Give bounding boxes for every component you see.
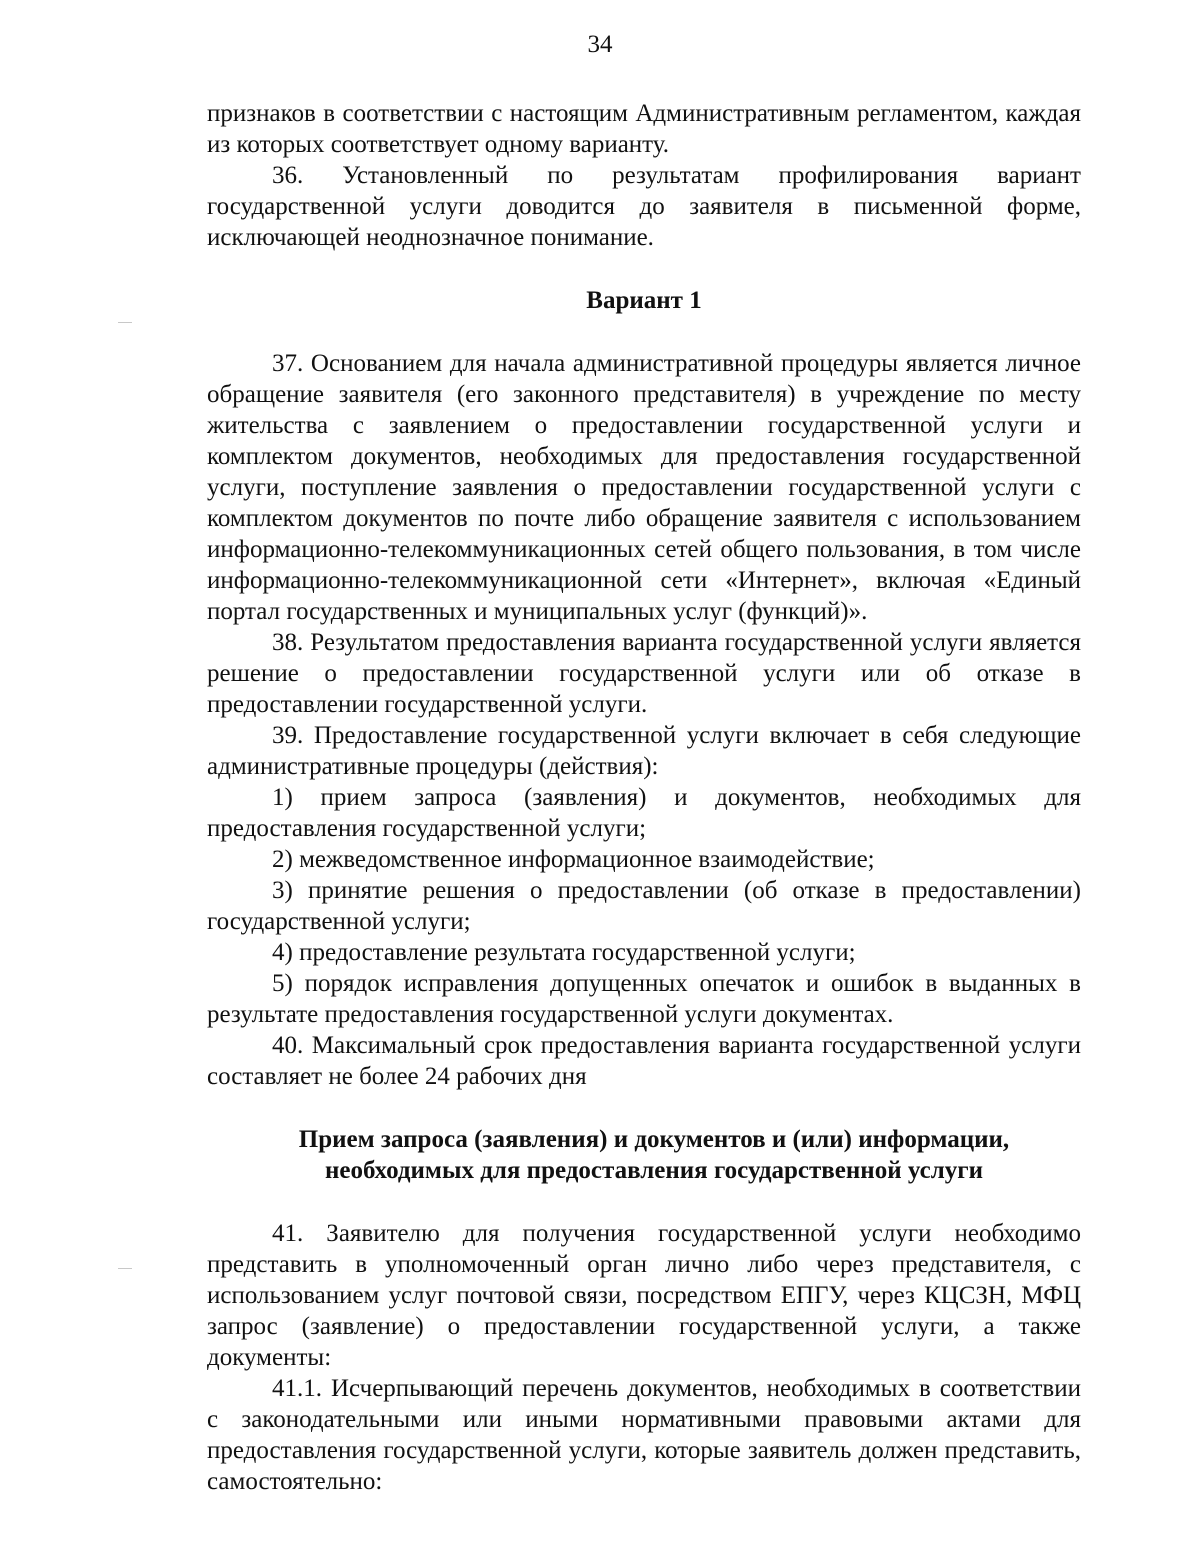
paragraph-39: 39. Предоставление государственной услуги включает в себя следующие административные процедуры (действия): bbox=[207, 722, 1081, 780]
paragraph-41-1: 41.1. Исчерпывающий перечень документов, необходимых в соответствии с законодательными или иными нормативными правовыми актами для предоставления государственной услуги, которые заявитель должен представить, самостоятельно: bbox=[207, 1375, 1081, 1495]
document-body bbox=[207, 98, 1081, 1497]
paragraph-41: 41. Заявителю для получения государственной услуги необходимо представить в уполномоченный орган лично либо через представителя, с использованием услуг почтовой связи, посредством ЕПГУ, через КЦСЗН, МФЦ запрос (заявление) о предоставлении государственной услуги, а также документы: bbox=[207, 1220, 1081, 1371]
list-item-4: 4) предоставление результата государственной услуги; bbox=[272, 939, 856, 966]
page-number: 34 bbox=[587, 31, 613, 58]
list-item-1: 1) прием запроса (заявления) и документов, необходимых для предоставления государственной услуги; bbox=[207, 784, 1081, 842]
section-heading-request-intake bbox=[207, 1124, 1081, 1186]
paragraph-38: 38. Результатом предоставления варианта государственной услуги является решение о предоставлении государственной услуги или об отказе в предоставлении государственной услуги. bbox=[207, 629, 1081, 718]
list-item-5: 5) порядок исправления допущенных опечаток и ошибок в выданных в результате предоставления государственной услуги документах. bbox=[207, 970, 1081, 1028]
paragraph-36: 36. Установленный по результатам профилирования вариант государственной услуги доводится до заявителя в письменной форме, исключающей неоднозначное понимание. bbox=[207, 162, 1081, 251]
section-heading-variant-1: Вариант 1 bbox=[586, 287, 702, 314]
list-item-3: 3) принятие решения о предоставлении (об отказе в предоставлении) государственной услуги; bbox=[207, 877, 1081, 935]
section-heading-line: необходимых для предоставления государственной услуги bbox=[325, 1157, 983, 1184]
paragraph-40: 40. Максимальный срок предоставления варианта государственной услуги составляет не более 24 рабочих дня bbox=[207, 1032, 1081, 1090]
section-heading-line: Прием запроса (заявления) и документов и (или) информации, bbox=[298, 1126, 1010, 1153]
paragraph-continuation: признаков в соответствии с настоящим Административным регламентом, каждая из которых соответствует одному варианту. bbox=[207, 100, 1081, 158]
paragraph-37: 37. Основанием для начала административной процедуры является личное обращение заявителя (его законного представителя) в учреждение по месту жительства с заявлением о предоставлении государственной услуги и комплектом документов, необходимых для предоставления государственной услуги, поступление заявления о предоставлении государственной услуги с комплектом документов по почте либо обращение заявителя с использованием информационно-телекоммуникационных сетей общего пользования, в том числе информационно-телекоммуникационной сети «Интернет», включая «Единый портал государственных и муниципальных услуг (функций)». bbox=[207, 350, 1081, 625]
margin-mark bbox=[118, 1268, 132, 1269]
list-item-2: 2) межведомственное информационное взаимодействие; bbox=[272, 846, 875, 873]
margin-mark bbox=[118, 322, 132, 323]
